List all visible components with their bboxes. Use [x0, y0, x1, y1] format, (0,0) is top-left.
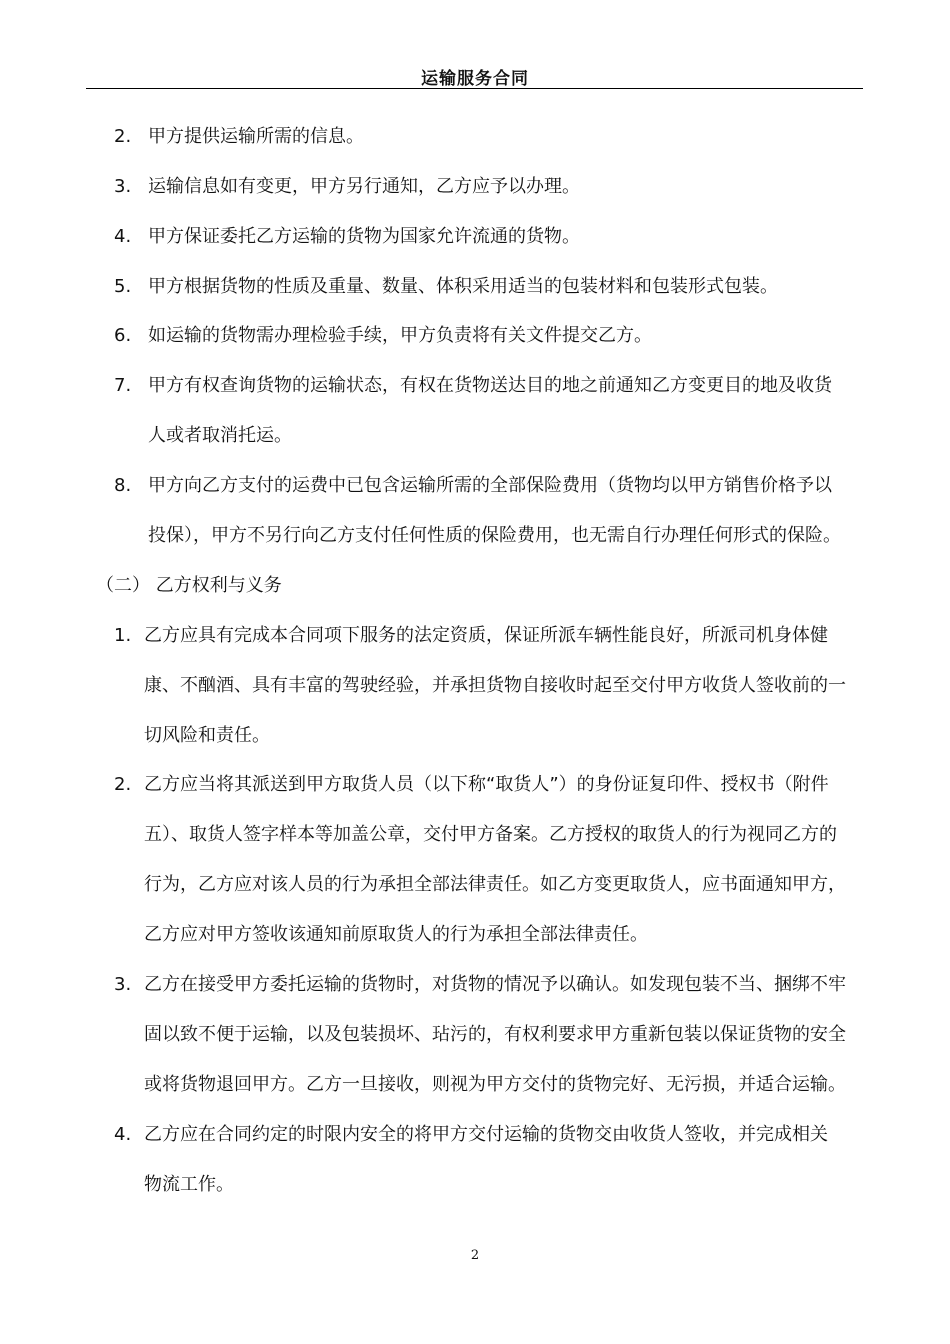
list-item-text: 物流工作。: [144, 1174, 234, 1195]
list-item-text: 人或者取消托运。: [148, 425, 292, 446]
list-item-number: 4.: [114, 226, 132, 247]
list-item-number: 8.: [114, 475, 132, 496]
list-item-number: 7.: [114, 375, 132, 396]
list-item-text: 五）、取货人签字样本等加盖公章，交付甲方备案。乙方授权的取货人的行为视同乙方的: [144, 824, 837, 845]
list-item-text: 甲方有权查询货物的运输状态，有权在货物送达目的地之前通知乙方变更目的地及收货: [148, 375, 832, 396]
list-item-number: 4.: [114, 1124, 132, 1145]
page-number: 2: [470, 1248, 480, 1263]
list-item-text: 如运输的货物需办理检验手续，甲方负责将有关文件提交乙方。: [148, 325, 652, 346]
document-header-title: 运输服务合同: [421, 69, 529, 89]
list-item-number: 2.: [114, 126, 132, 147]
list-item-number: 2.: [114, 774, 132, 795]
list-item-text: 康、不酗酒、具有丰富的驾驶经验，并承担货物自接收时起至交付甲方收货人签收前的一: [144, 675, 846, 696]
list-item-text: 乙方应对甲方签收该通知前原取货人的行为承担全部法律责任。: [144, 924, 648, 945]
list-item-text: 固以致不便于运输，以及包装损坏、玷污的，有权利要求甲方重新包装以保证货物的安全: [144, 1024, 846, 1045]
list-item-text: 甲方根据货物的性质及重量、数量、体积采用适当的包装材料和包装形式包装。: [148, 276, 778, 297]
list-item-text: 乙方应具有完成本合同项下服务的法定资质，保证所派车辆性能良好，所派司机身体健: [144, 625, 828, 646]
list-item-text: 乙方在接受甲方委托运输的货物时，对货物的情况予以确认。如发现包装不当、捆绑不牢: [144, 974, 846, 995]
list-item-number: 3.: [114, 974, 132, 995]
list-item-text: 乙方应在合同约定的时限内安全的将甲方交付运输的货物交由收货人签收，并完成相关: [144, 1124, 828, 1145]
list-item-text: 甲方保证委托乙方运输的货物为国家允许流通的货物。: [148, 226, 580, 247]
list-item-text: 投保），甲方不另行向乙方支付任何性质的保险费用，也无需自行办理任何形式的保险。: [148, 525, 841, 546]
list-item-text: 或将货物退回甲方。乙方一旦接收，则视为甲方交付的货物完好、无污损，并适合运输。: [144, 1074, 846, 1095]
list-item-number: 1.: [114, 625, 132, 646]
section-heading: （二） 乙方权利与义务: [96, 575, 282, 596]
list-item-text: 甲方提供运输所需的信息。: [148, 126, 364, 147]
list-item-text: 乙方应当将其派送到甲方取货人员（以下称“取货人”）的身份证复印件、授权书（附件: [144, 774, 829, 795]
list-item-text: 甲方向乙方支付的运费中已包含运输所需的全部保险费用（货物均以甲方销售价格予以: [148, 475, 832, 496]
header-divider: [86, 88, 863, 89]
list-item-text: 切风险和责任。: [144, 725, 270, 746]
list-item-number: 5.: [114, 276, 132, 297]
list-item-text: 运输信息如有变更，甲方另行通知，乙方应予以办理。: [148, 176, 580, 197]
list-item-number: 6.: [114, 325, 132, 346]
list-item-number: 3.: [114, 176, 132, 197]
list-item-text: 行为，乙方应对该人员的行为承担全部法律责任。如乙方变更取货人，应书面通知甲方，: [144, 874, 846, 895]
